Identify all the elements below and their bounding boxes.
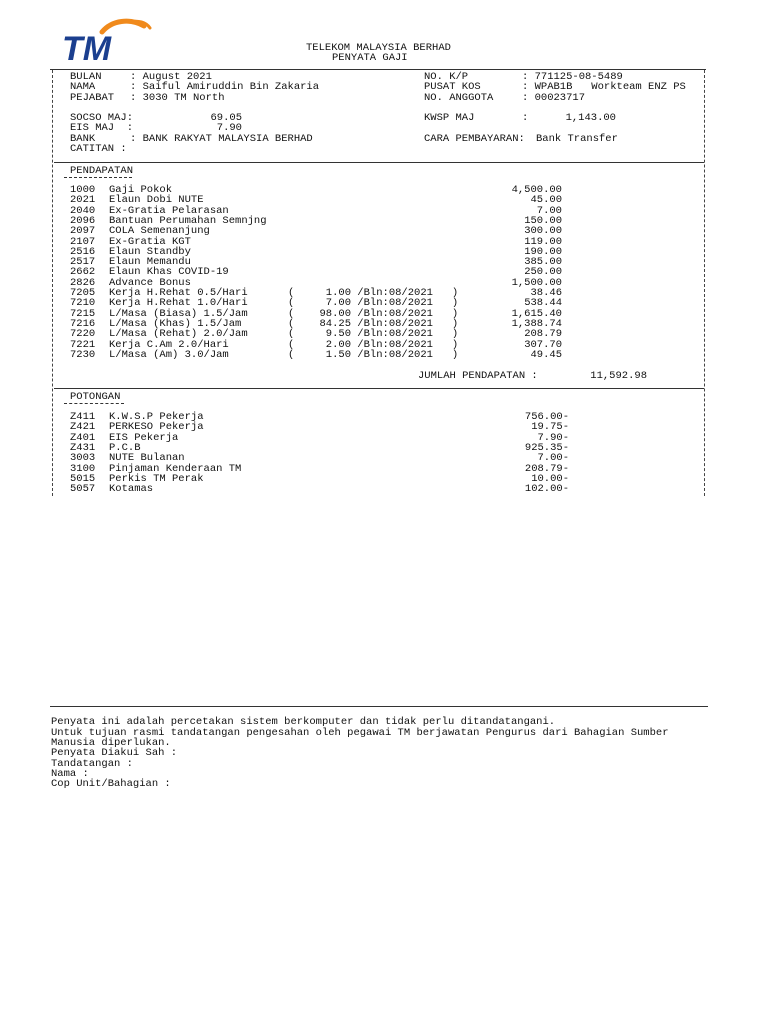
pendapatan-row [0,329,768,339]
potongan-description: Kotamas [109,483,154,496]
tm-logo-icon [60,18,160,66]
footer-line-6: Nama : [51,768,89,780]
potongan-description: P.C.B [109,441,141,454]
pendapatan-code: 2097 [70,225,96,238]
pendapatan-detail: ( 9.50 /Bln:08/2021 ) [288,328,459,341]
bulan-label: BULAN [70,71,102,83]
pendapatan-amount: 4,500.00 [511,184,562,196]
pendapatan-amount: 250.00 [524,266,562,279]
potongan-code: Z401 [70,431,96,444]
pendapatan-description: Kerja C.Am 2.0/Hari [109,338,229,351]
pendapatan-amount: 307.70 [524,338,562,351]
catitan-label: CATITAN : [70,143,127,155]
pendapatan-amount: 190.00 [524,245,562,258]
pendapatan-detail: ( 1.00 /Bln:08/2021 ) [288,287,459,299]
pendapatan-description: L/Masa (Am) 3.0/Jam [109,348,229,361]
pendapatan-amount: 538.44 [524,297,562,310]
pendapatan-detail: ( 98.00 /Bln:08/2021 ) [288,307,459,320]
socso-value: 69.05 [210,112,242,124]
pendapatan-amount: 1,500.00 [511,276,562,289]
potongan-amount: 7.00- [537,452,569,465]
footer-rule [50,706,708,707]
pejabat-label: PEJABAT [70,92,115,104]
pendapatan-amount: 45.00 [530,194,562,207]
potongan-description: Pinjaman Kenderaan TM [109,462,242,475]
eis-label: EIS MAJ : [70,122,134,134]
pendapatan-amount: 300.00 [524,225,562,238]
potongan-row [0,453,768,463]
pendapatan-detail: ( 1.50 /Bln:08/2021 ) [288,348,459,361]
pendapatan-amount: 208.79 [524,328,562,341]
pendapatan-code: 7221 [70,338,96,351]
pendapatan-code: 2107 [70,235,96,248]
pendapatan-code: 2040 [70,204,96,217]
pendapatan-description: Kerja H.Rehat 1.0/Hari [109,297,248,310]
pendapatan-amount: 1,388.74 [511,317,562,330]
pendapatan-amount: 38.46 [530,287,562,299]
cara-value: Bank Transfer [536,133,618,145]
pendapatan-detail: ( 2.00 /Bln:08/2021 ) [288,338,459,351]
pendapatan-code: 2826 [70,276,96,289]
pendapatan-amount: 49.45 [530,348,562,361]
pendapatan-underline [64,177,132,178]
potongan-code: Z421 [70,421,96,434]
footer-line-2: Untuk tujuan rasmi tandatangan pengesahan oleh pegawai TM berjawatan Pengurus dari Bahagian Sumber [51,727,669,739]
potongan-underline [64,403,124,404]
pendapatan-code: 2021 [70,194,96,207]
top-rule [50,69,706,70]
cara-label: CARA PEMBAYARAN: [424,133,525,145]
pendapatan-code: 2096 [70,214,96,227]
pendapatan-description: Ex-Gratia Pelarasan [109,204,229,217]
company-name: TELEKOM MALAYSIA BERHAD [306,42,451,54]
potongan-description: K.W.S.P Pekerja [109,411,204,423]
nokp-value: : 771125-08-5489 [522,71,623,83]
potongan-description: EIS Pekerja [109,431,179,444]
pendapatan-description: Gaji Pokok [109,184,173,196]
footer-line-4: Penyata Diakui Sah : [51,747,178,759]
potongan-code: Z431 [70,441,96,454]
potongan-description: NUTE Bulanan [109,452,185,465]
pendapatan-row [0,226,768,236]
potongan-code: 3003 [70,452,96,465]
pejabat-value: : 3030 TM North [130,92,225,104]
pendapatan-amount: 150.00 [524,214,562,227]
pendapatan-amount: 119.00 [524,235,562,248]
potongan-amount: 102.00- [524,483,569,496]
pendapatan-row [0,350,768,360]
bulan-value: : August 2021 [130,71,212,83]
potongan-code: 5015 [70,472,96,485]
noanggota-value: : 00023717 [522,92,586,104]
pusatkos-label: PUSAT KOS [424,81,481,93]
potongan-row [0,484,768,494]
potongan-description: Perkis TM Perak [109,472,204,485]
potongan-code: Z411 [70,411,96,423]
pendapatan-description: L/Masa (Rehat) 2.0/Jam [109,328,248,341]
pendapatan-description: L/Masa (Khas) 1.5/Jam [109,317,242,330]
pendapatan-code: 7215 [70,307,96,320]
potongan-amount: 10.00- [531,472,569,485]
pendapatan-description: Kerja H.Rehat 0.5/Hari [109,287,248,299]
tm-logo [60,18,160,66]
jumlah-pendapatan-value: 11,592.98 [590,370,647,382]
kwsp-value: 1,143.00 [565,112,616,124]
pendapatan-description: Advance Bonus [109,276,191,289]
pendapatan-code: 7230 [70,348,96,361]
kwsp-colon: : [522,112,529,124]
bank-value: : BANK RAKYAT MALAYSIA BERHAD [130,133,313,145]
potongan-amount: 7.90- [537,431,569,444]
document-title: PENYATA GAJI [332,52,408,64]
noanggota-label: NO. ANGGOTA [424,92,494,104]
pendapatan-amount: 1,615.40 [511,307,562,320]
pendapatan-description: Elaun Memandu [109,256,191,269]
kwsp-label: KWSP MAJ [424,112,475,124]
pendapatan-description: COLA Semenanjung [109,225,210,238]
pendapatan-detail: ( 84.25 /Bln:08/2021 ) [288,317,459,330]
pendapatan-description: L/Masa (Biasa) 1.5/Jam [109,307,248,320]
eis-value: 7.90 [216,122,242,134]
nama-label: NAMA [70,81,96,93]
potongan-code: 5057 [70,483,96,496]
potongan-amount: 208.79- [524,462,569,475]
pendapatan-code: 2662 [70,266,96,279]
potongan-description: PERKESO Pekerja [109,421,204,434]
socso-label: SOCSO MAJ: [70,112,134,124]
footer-line-7: Cop Unit/Bahagian : [51,778,171,790]
pendapatan-code: 2516 [70,245,96,258]
potongan-title: POTONGAN [70,391,121,403]
pendapatan-code: 1000 [70,184,96,196]
pendapatan-code: 7205 [70,287,96,299]
pendapatan-code: 7210 [70,297,96,310]
nama-value: : Saiful Amiruddin Bin Zakaria [130,81,320,93]
pendapatan-detail: ( 7.00 /Bln:08/2021 ) [288,297,459,310]
potongan-code: 3100 [70,462,96,475]
pendapatan-description: Ex-Gratia KGT [109,235,191,248]
pendapatan-description: Bantuan Perumahan Semnjng [109,214,267,227]
pendapatan-description: Elaun Khas COVID-19 [109,266,229,279]
pendapatan-title: PENDAPATAN [70,165,134,177]
pendapatan-code: 7220 [70,328,96,341]
potongan-amount: 756.00- [524,411,569,423]
jumlah-pendapatan-label: JUMLAH PENDAPATAN : [418,370,538,382]
logo-text: TM [62,30,112,66]
nokp-label: NO. K/P [424,71,469,83]
footer-line-1: Penyata ini adalah percetakan sistem berkomputer dan tidak perlu ditandatangani. [51,716,556,728]
potongan-amount: 925.35- [524,441,569,454]
bank-label: BANK [70,133,96,145]
footer-line-3: Manusia diperlukan. [51,737,171,749]
pendapatan-description: Elaun Dobi NUTE [109,194,204,207]
pendapatan-amount: 385.00 [524,256,562,269]
pendapatan-code: 2517 [70,256,96,269]
pendapatan-amount: 7.00 [536,204,562,217]
pusatkos-value: : WPAB1B Workteam ENZ PS [522,81,686,93]
potongan-rule [54,388,704,389]
pendapatan-code: 7216 [70,317,96,330]
pendapatan-description: Elaun Standby [109,245,191,258]
potongan-amount: 19.75- [531,421,569,434]
pendapatan-rule [54,162,704,163]
footer-line-5: Tandatangan : [51,758,133,770]
